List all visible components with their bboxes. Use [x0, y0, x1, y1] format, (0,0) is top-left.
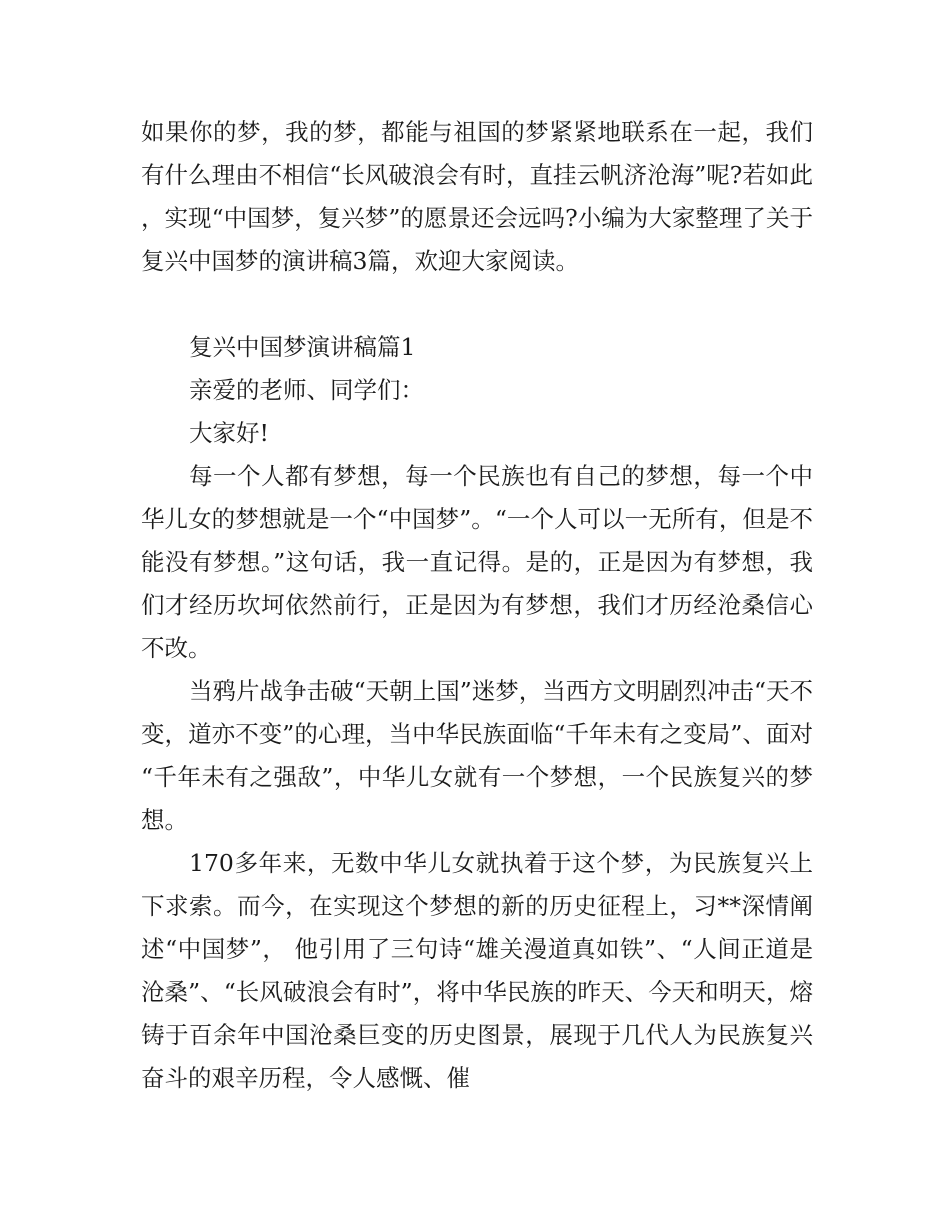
body-paragraph-1: 每一个人都有梦想，每一个民族也有自己的梦想，每一个中华儿女的梦想就是一个“中国梦”。“一个人可以一无所有，但是不能没有梦想。”这句话，我一直记得。是的，正是因为有梦想，我们才经历坎坷依然前行，正是因为有梦想，我们才历经沧桑信心不改。: [141, 462, 813, 662]
body-paragraph-3: 170多年来，无数中华儿女就执着于这个梦，为民族复兴上下求索。而今，在实现这个梦想的新的历史征程上，习**深情阐述“中国梦”， 他引用了三句诗“雄关漫道真如铁”、“人间正道是沧桑”、“长风破浪会有时”，将中华民族的昨天、今天和明天，熔铸于百余年中国沧桑巨变的历史图景，展现于几代人为民族复兴奋斗的艰辛历程，令人感慨、催: [141, 849, 813, 1092]
intro-paragraph: 如果你的梦，我的梦，都能与祖国的梦紧紧地联系在一起，我们有什么理由不相信“长风破浪会有时，直挂云帆济沧海”呢?若如此，实现“中国梦，复兴梦”的愿景还会远吗?小编为大家整理了关于复兴中国梦的演讲稿3篇，欢迎大家阅读。: [141, 118, 813, 275]
greeting: 大家好!: [189, 419, 269, 447]
body-paragraph-2: 当鸦片战争击破“天朝上国”迷梦，当西方文明剧烈冲击“天不变，道亦不变”的心理，当中华民族面临“千年未有之变局”、面对“千年未有之强敌”，中华儿女就有一个梦想，一个民族复兴的梦想。: [141, 677, 813, 834]
paragraph-spacer: [141, 283, 813, 326]
salutation: 亲爱的老师、同学们：: [189, 376, 424, 404]
document-page: [141, 111, 813, 1100]
section-heading: 复兴中国梦演讲稿篇1: [189, 333, 416, 361]
